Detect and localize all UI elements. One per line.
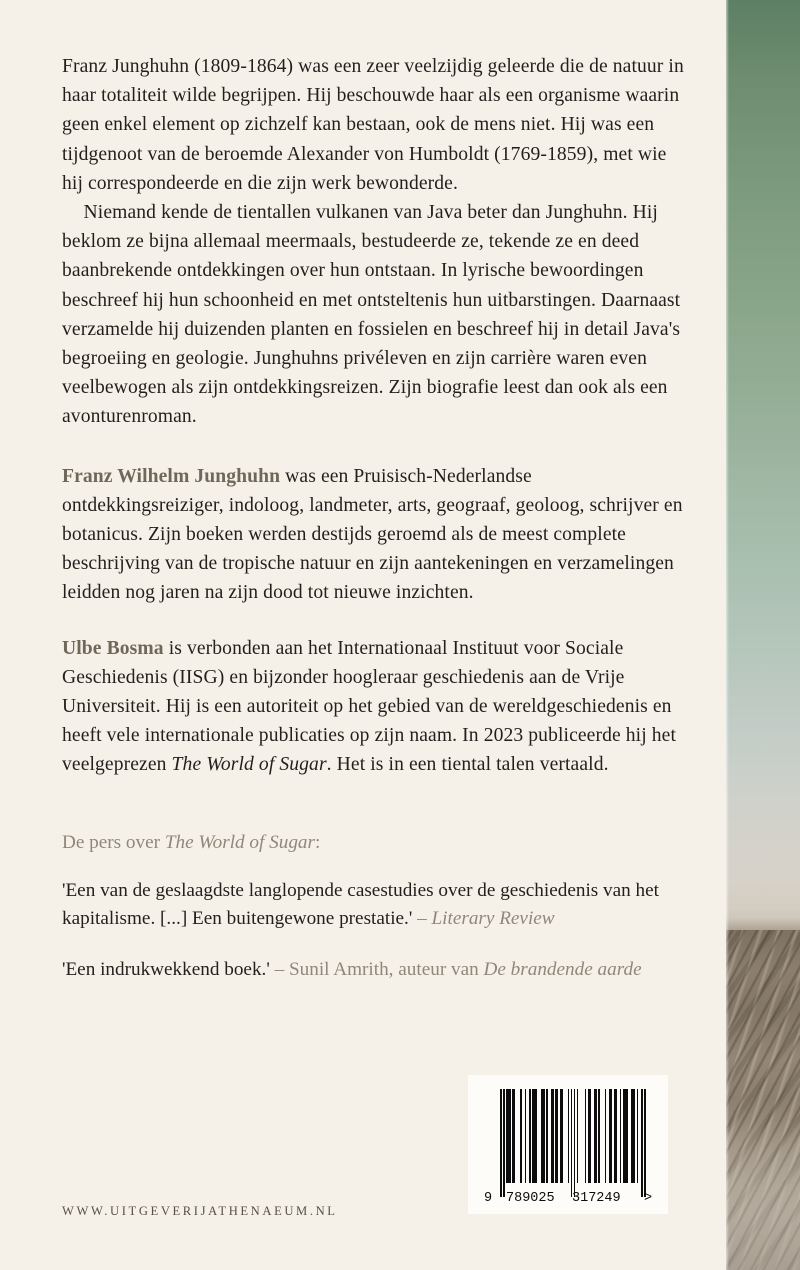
isbn-barcode <box>468 1075 668 1214</box>
press-quote-1 <box>62 877 688 934</box>
blurb-paragraph-2-text: Niemand kende de tientallen vulkanen van Java beter dan Junghuhn. Hij beklom ze bijna allemaal meermaals, bestudeerde ze, tekende ze en deed baanbrekende ontdekkingen over hun ontstaan. In lyrische bewoordingen beschreef hij hun schoonheid en met ontsteltenis hun uitbarstingen. Daarnaast verzamelde hij duizenden planten en fossielen en beschreef hij in detail Java's begroeiing en geologie. Junghuhns privéleven en zijn carrière waren even veelbewogen als zijn ontdekkingsreizen. Zijn biografie leest dan ook als een avonturenroman. <box>62 202 681 428</box>
author-bio-paragraph <box>62 634 688 780</box>
photo-sky <box>726 0 800 930</box>
subject-name: Franz Wilhelm Junghuhn <box>62 465 281 487</box>
press-quote-2-source-title: De brandende aarde <box>483 958 642 980</box>
photo-ground-fade <box>726 1120 800 1270</box>
publisher-website[interactable]: WWW.UITGEVERIJATHENAEUM.NL <box>62 1204 338 1218</box>
author-book-title: The World of Sugar <box>171 754 327 776</box>
press-intro-book-title: The World of Sugar <box>164 831 315 853</box>
barcode-trailing-symbol: > <box>644 1191 653 1206</box>
photo-strip-edge <box>726 0 729 1270</box>
press-intro-line <box>62 829 688 858</box>
subject-bio-paragraph <box>62 462 688 608</box>
press-quote-2-dash: – <box>269 958 289 980</box>
barcode-right-group: 317249 <box>572 1191 621 1206</box>
press-quote-2-text: 'Een indrukwekkend boek.' <box>62 958 270 980</box>
barcode-bars <box>500 1089 646 1197</box>
subject-bio-text: was een Pruisisch-Nederlandse ontdekkingsreiziger, indoloog, landmeter, arts, geograaf, geoloog, schrijver en botanicus. Zijn boeken werden destijds geroemd als de meest complete beschrijving van de tropische natuur en zijn aantekeningen en verzamelingen leidden nog jaren na zijn dood tot nieuwe inzichten. <box>62 465 683 604</box>
barcode-digits <box>468 1191 668 1207</box>
blurb-paragraph-2 <box>62 198 688 432</box>
spacer <box>62 608 688 634</box>
barcode-left-group: 789025 <box>506 1191 555 1206</box>
author-name: Ulbe Bosma <box>62 637 164 659</box>
barcode-bars-area <box>500 1089 646 1197</box>
press-quote-1-dash: – <box>412 908 432 930</box>
author-bio-text-2: . Het is in een tiental talen vertaald. <box>326 754 609 776</box>
cover-photo-strip <box>726 0 800 1270</box>
press-quote-1-source: Literary Review <box>431 908 555 930</box>
press-intro-suffix: : <box>314 831 321 853</box>
press-intro-prefix: De pers over <box>62 831 165 853</box>
spacer <box>62 934 688 956</box>
author-bio-text-1: is verbonden aan het Internationaal Instituut voor Sociale Geschiedenis (IISG) en bijzonder hoogleraar geschiedenis aan de Vrije Universiteit. Hij is een autoriteit op het gebied van de wereldgeschiedenis en heeft vele internationale publicaties op zijn naam. In 2023 publiceerde hij het veelgeprezen <box>62 637 676 776</box>
spacer <box>62 780 688 810</box>
press-quote-2 <box>62 956 688 985</box>
back-cover-text-column <box>62 52 688 984</box>
press-quote-2-source-prefix: Sunil Amrith, auteur van <box>288 958 484 980</box>
spacer <box>62 432 688 462</box>
blurb-paragraph-1: Franz Junghuhn (1809-1864) was een zeer veelzijdig geleerde die de natuur in haar totaliteit wilde begrijpen. Hij beschouwde haar als een organisme waarin geen enkel element op zichzelf kan bestaan, ook de mens niet. Hij was een tijdgenoot van de beroemde Alexander von Humboldt (1769-1859), met wie hij correspondeerde en die zijn werk bewonderde. <box>62 56 684 194</box>
press-quote-1-text: 'Een van de geslaagdste langlopende casestudies over de geschiedenis van het kapitalisme. [...] Een buitengewone prestatie.' <box>62 879 659 930</box>
barcode-lead-digit: 9 <box>484 1191 493 1206</box>
